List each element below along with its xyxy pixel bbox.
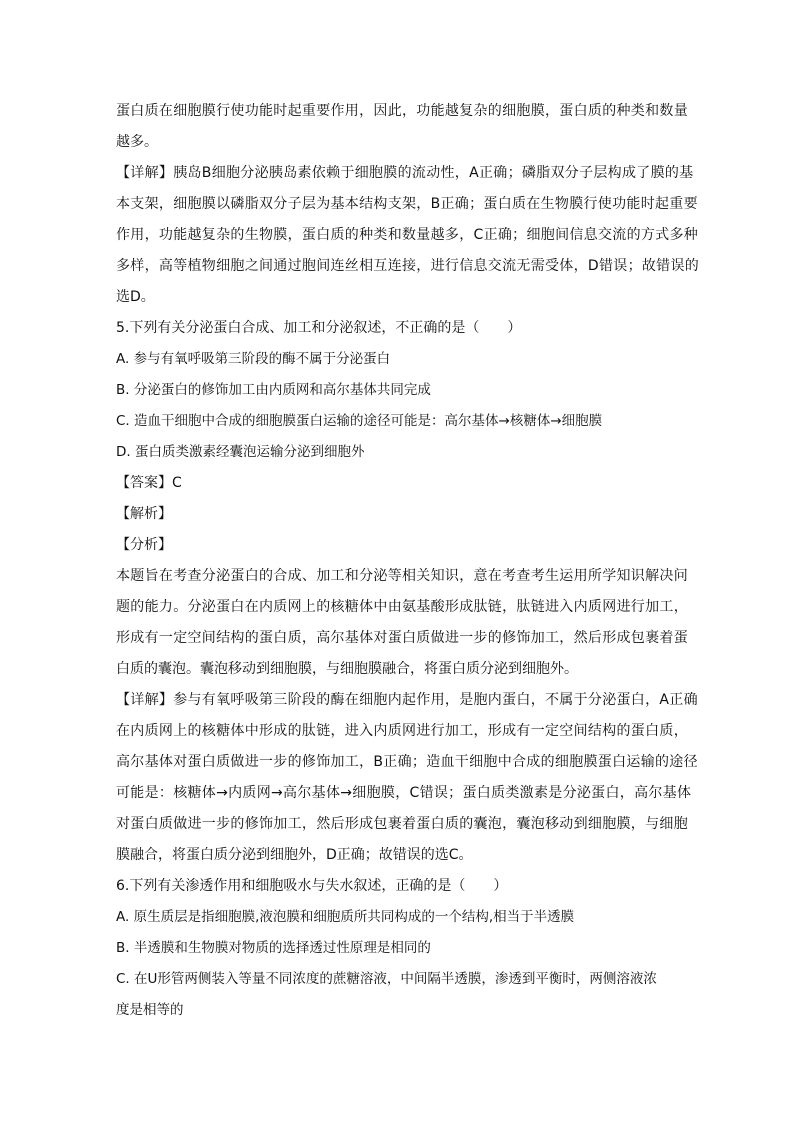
text-line: 高尔基体对蛋白质做进一步的修饰加工，B正确；造血干细胞中合成的细胞膜蛋白运输的途径 (116, 754, 698, 770)
analysis-heading: 【解析】 (116, 506, 172, 522)
question-5-option-c: C. 造血干细胞中合成的细胞膜蛋白运输的途径可能是：高尔基体→核糖体→细胞膜 (116, 413, 603, 429)
question-6-stem: 6.下列有关渗透作用和细胞吸水与失水叙述，正确的是（ ） (116, 878, 508, 894)
text-line: 选D。 (116, 289, 155, 305)
breakdown-heading: 【分析】 (116, 537, 172, 553)
text-line: 题的能力。分泌蛋白在内质网上的核糖体中由氨基酸形成肽链，肽链进入内质网进行加工， (116, 599, 688, 615)
text-line: 本支架，细胞膜以磷脂双分子层为基本结构支架，B正确；蛋白质在生物膜行使功能时起重要 (116, 196, 698, 212)
question-6-option-c-cont: 度是相等的 (116, 1002, 184, 1018)
text-line: 形成有一定空间结构的蛋白质，高尔基体对蛋白质做进一步的修饰加工，然后形成包裹着蛋 (116, 630, 688, 646)
text-line: 在内质网上的核糖体中形成的肽链，进入内质网进行加工，形成有一定空间结构的蛋白质， (116, 723, 688, 739)
question-5-option-b: B. 分泌蛋白的修饰加工由内质网和高尔基体共同完成 (116, 382, 431, 398)
text-line: 膜融合，将蛋白质分泌到细胞外，D正确；故错误的选C。 (116, 847, 473, 863)
question-6-option-c: C. 在U形管两侧装入等量不同浓度的蔗糖溶液，中间隔半透膜，渗透到平衡时，两侧溶液浓 (116, 971, 657, 987)
question-5-option-d: D. 蛋白质类激素经囊泡运输分泌到细胞外 (116, 444, 365, 460)
question-6-option-a: A. 原生质层是指细胞膜,液泡膜和细胞质所共同构成的一个结构,相当于半透膜 (116, 909, 575, 925)
text-line: 对蛋白质做进一步的修饰加工，然后形成包裹着蛋白质的囊泡，囊泡移动到细胞膜，与细胞 (116, 816, 688, 832)
answer-heading: 【答案】C (116, 475, 182, 491)
text-line: 【详解】参与有氧呼吸第三阶段的酶在细胞内起作用，是胞内蛋白，不属于分泌蛋白，A正确 (116, 692, 698, 708)
text-line: 作用，功能越复杂的生物膜，蛋白质的种类和数量越多，C正确；细胞间信息交流的方式多种 (116, 227, 699, 243)
text-line: 本题旨在考查分泌蛋白的合成、加工和分泌等相关知识，意在考查考生运用所学知识解决问 (116, 568, 688, 584)
text-line: 白质的囊泡。囊泡移动到细胞膜，与细胞膜融合，将蛋白质分泌到细胞外。 (116, 661, 578, 677)
text-line: 【详解】胰岛B细胞分泌胰岛素依赖于细胞膜的流动性，A正确；磷脂双分子层构成了膜的基 (116, 165, 694, 181)
question-6-option-b: B. 半透膜和生物膜对物质的选择透过性原理是相同的 (116, 940, 431, 956)
text-line: 多样，高等植物细胞之间通过胞间连丝相互连接，进行信息交流无需受体，D错误；故错误的 (116, 258, 700, 274)
document-page (116, 96, 700, 1026)
text-line: 越多。 (116, 134, 158, 150)
question-5-stem: 5.下列有关分泌蛋白合成、加工和分泌叙述，不正确的是（ ） (116, 320, 522, 336)
text-line: 可能是：核糖体→内质网→高尔基体→细胞膜，C错误；蛋白质类激素是分泌蛋白，高尔基体 (116, 785, 692, 801)
question-5-option-a: A. 参与有氧呼吸第三阶段的酶不属于分泌蛋白 (116, 351, 391, 367)
text-line: 蛋白质在细胞膜行使功能时起重要作用，因此，功能越复杂的细胞膜，蛋白质的种类和数量 (116, 103, 688, 119)
